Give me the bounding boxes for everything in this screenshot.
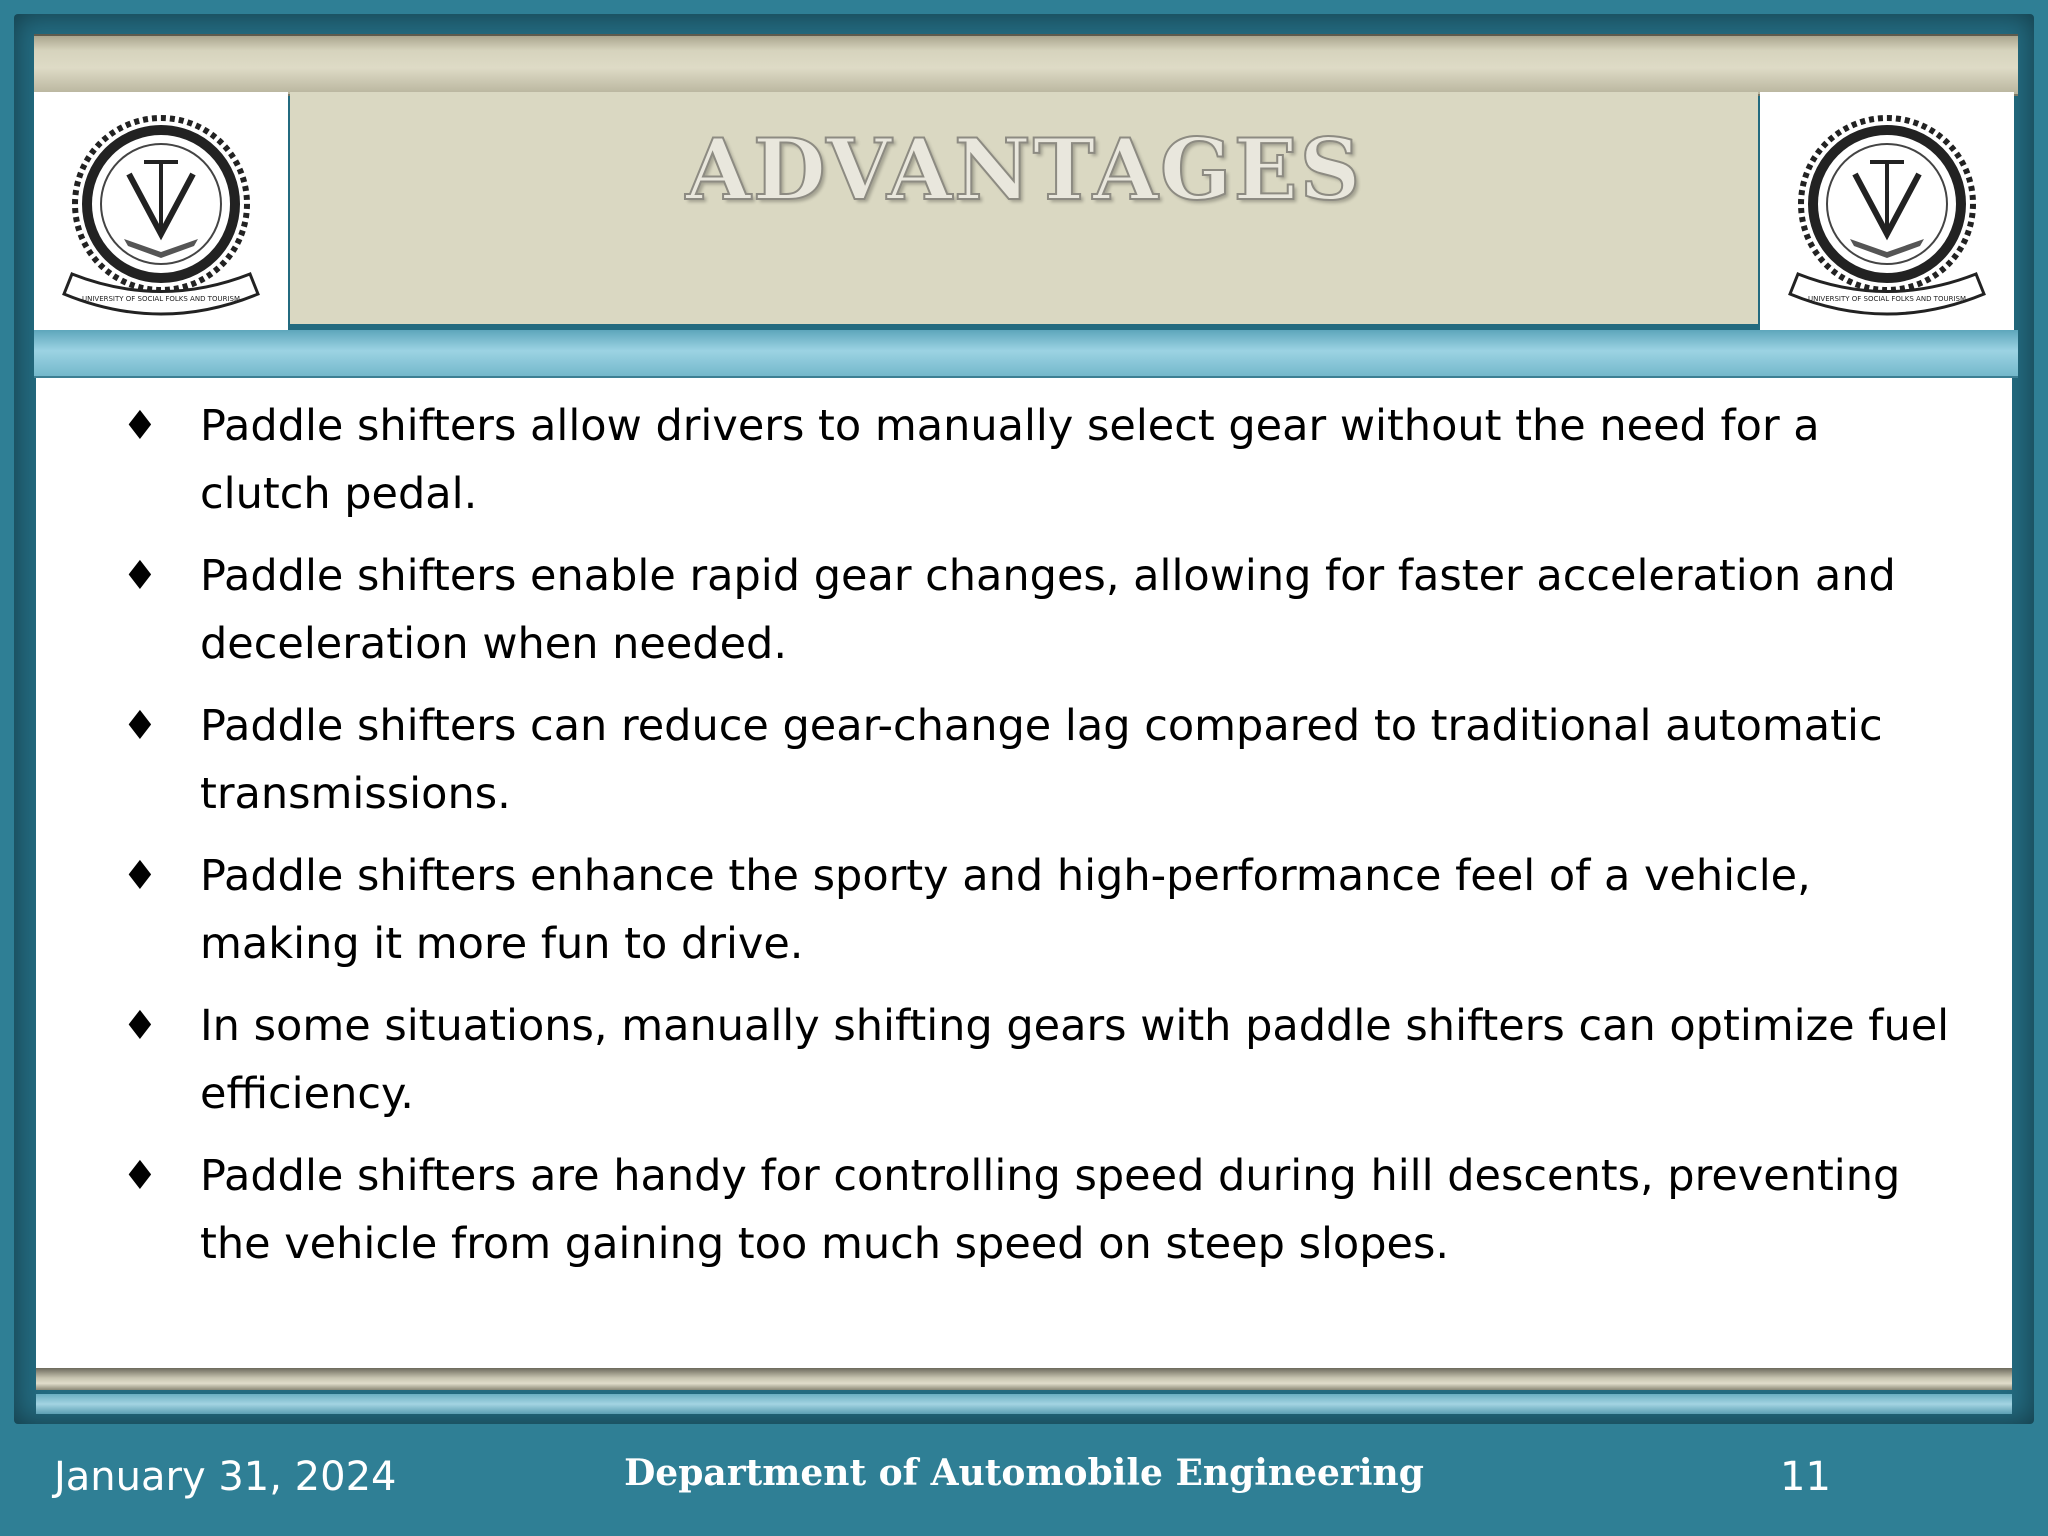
header-scroll-bar: [34, 34, 2018, 96]
bullet-item: [36, 1142, 2012, 1278]
university-emblem-icon: [1770, 104, 2004, 320]
logo-ribbon-text: UNIVERSITY OF SOCIAL FOLKS AND TOURISM: [81, 295, 241, 303]
bullet-text: Paddle shifters allow drivers to manually select gear without the need for a clutch pedal.: [200, 401, 1820, 519]
diamond-bullet-icon: ♦: [122, 703, 158, 749]
diamond-bullet-icon: ♦: [122, 853, 158, 899]
bullet-text: Paddle shifters are handy for controlling speed during hill descents, preventing the vehicle from gaining too much speed on steep slopes.: [200, 1151, 1901, 1269]
slide-number: 11: [1780, 1454, 1831, 1500]
footer-department: Department of Automobile Engineering: [624, 1452, 1424, 1494]
diamond-bullet-icon: ♦: [122, 1003, 158, 1049]
header-band: [34, 330, 2018, 378]
logo-left: [34, 92, 288, 330]
bullet-text: Paddle shifters enhance the sporty and high-performance feel of a vehicle, making it more fun to drive.: [200, 851, 1811, 969]
bullet-text: In some situations, manually shifting gears with paddle shifters can optimize fuel efficiency.: [200, 1001, 1950, 1119]
footer-band: [36, 1394, 2012, 1414]
logo-right: [1760, 92, 2014, 330]
logo-ribbon-text: UNIVERSITY OF SOCIAL FOLKS AND TOURISM: [1807, 295, 1967, 303]
diamond-bullet-icon: ♦: [122, 553, 158, 599]
diamond-bullet-icon: ♦: [122, 1153, 158, 1199]
bullet-list: [36, 392, 2012, 1292]
bullet-item: [36, 842, 2012, 978]
bullet-text: Paddle shifters can reduce gear-change lag compared to traditional automatic transmissions.: [200, 701, 1883, 819]
bullet-item: [36, 542, 2012, 678]
footer-date: January 31, 2024: [54, 1454, 397, 1500]
bullet-item: [36, 992, 2012, 1128]
content-area: [36, 378, 2012, 1368]
slide-title: ADVANTAGES: [685, 120, 1363, 219]
university-emblem-icon: [44, 104, 278, 320]
bullet-item: [36, 692, 2012, 828]
bullet-item: [36, 392, 2012, 528]
diamond-bullet-icon: ♦: [122, 403, 158, 449]
footer-scroll-bar: [36, 1368, 2012, 1390]
bullet-text: Paddle shifters enable rapid gear changes, allowing for faster acceleration and deceleration when needed.: [200, 551, 1896, 669]
